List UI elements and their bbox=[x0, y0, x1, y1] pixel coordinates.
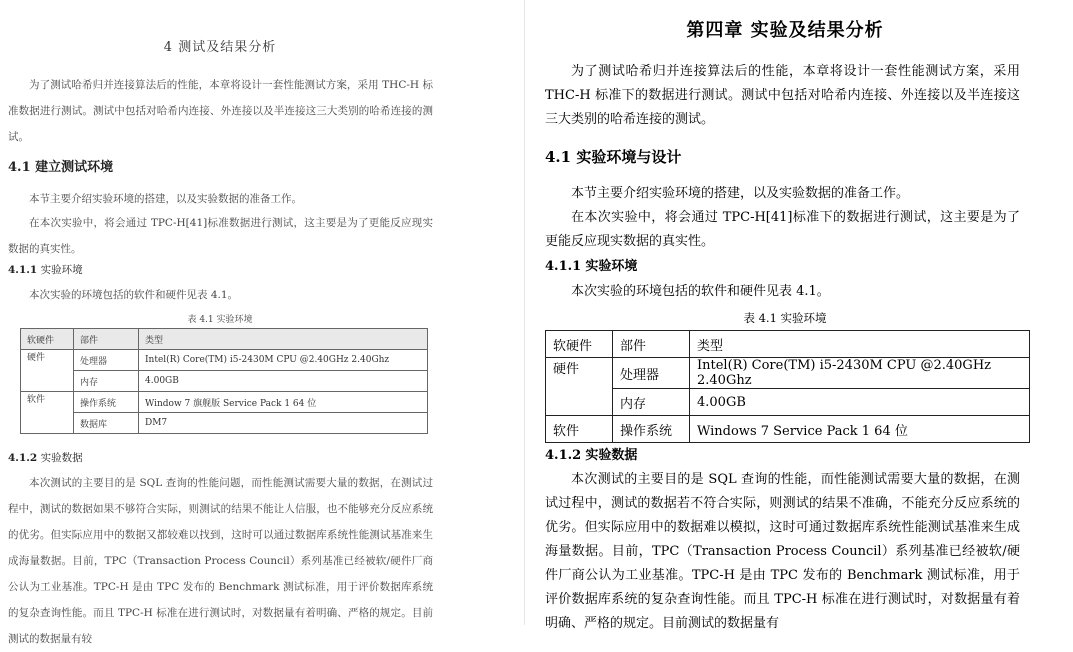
table-row bbox=[21, 392, 428, 413]
table-row bbox=[21, 371, 428, 392]
left-table-caption: 表 4.1 实验环境 bbox=[187, 315, 253, 325]
right-chapter-title: 第四章 实验及结果分析 bbox=[686, 20, 884, 41]
right-table-caption: 表 4.1 实验环境 bbox=[743, 311, 827, 325]
os-type-cell: Window 7 旗舰版 Service Pack 1 64 位 bbox=[139, 392, 428, 413]
left-intro-paragraph: 为了测试哈希归并连接算法后的性能，本章将设计一套性能测试方案，采用 THC-H 标准数据进行测试。测试中包括对哈希内连接、外连接以及半连接这三大类别的哈希连接的测试。 bbox=[8, 79, 433, 143]
hardware-cell: 硬件 bbox=[21, 350, 74, 392]
right-section-4-1-2-number: 4.1.2 bbox=[545, 448, 582, 463]
left-section-4-1-p2: 在本次实验中，将会通过 TPC-H[41]标准数据进行测试，这主要是为了更能反应现实数据的真实性。 bbox=[8, 217, 433, 255]
table-row bbox=[546, 358, 1030, 389]
header-cell: 软硬件 bbox=[546, 331, 613, 358]
right-section-4-1-p2: 在本次实验中，将会通过 TPC-H[41]标准下的数据进行测试，这主要是为了更能反应现实数据的真实性。 bbox=[545, 210, 1020, 249]
cpu-type-cell: Intel(R) Core(TM) i5-2430M CPU @2.40GHz 2.40Ghz bbox=[139, 350, 428, 371]
left-section-4-1-2-title: 实验数据 bbox=[40, 452, 83, 464]
right-section-4-1-2-paragraph: 本次测试的主要目的是 SQL 查询的性能，而性能测试需要大量的数据，在测试过程中，测试的数据若不符合实际，则测试的结果不准确，不能充分反应系统的优劣。但实际应用中的数据难以模拟，这时可通过数据库系统性能测试基准来生成海量数据。目前，TPC（Transaction Process Council）系列基准已经被软/硬件厂商公认为工业基准。TPC-H 是由 TPC 发布的 Benchmark 测试标准，用于评价数据库系统的复杂查询性能。而且 TPC-H 标准在进行测试时，对数据量有着明确、严格的规定。目前测试的数据量有 bbox=[545, 472, 1020, 631]
left-section-4-1-2-paragraph: 本次测试的主要目的是 SQL 查询的性能问题，而性能测试需要大量的数据，在测试过程中，测试的数据如果不够符合实际，则测试的结果不能让人信服，也不能够充分反应系统的优劣。但实际应用中的数据又都较难以找到，这时可以通过数据库系统性能测试基准来生成海量数据。目前，TPC（Transaction Process Council）系列基准已经被软/硬件厂商公认为工业基准。TPC-H 是由 TPC 发布的 Benchmark 测试标准，用于评价数据库系统的复杂查询性能。而且 TPC-H 标准在进行测试时，对数据量有着明确、严格的规定。目前测试的数据量有较 bbox=[8, 477, 433, 645]
right-section-4-1-1-title: 实验环境 bbox=[585, 259, 638, 274]
cpu-part-cell: 处理器 bbox=[74, 350, 139, 371]
db-type-cell: DM7 bbox=[139, 413, 428, 434]
right-section-4-1-heading: 4.1 实验环境与设计 bbox=[545, 148, 682, 166]
left-section-4-1-p1: 本节主要介绍实验环境的搭建，以及实验数据的准备工作。 bbox=[29, 193, 302, 205]
header-cell: 类型 bbox=[139, 329, 428, 350]
left-section-4-1-2-heading bbox=[8, 450, 83, 465]
os-part-cell: 操作系统 bbox=[613, 416, 690, 443]
table-row bbox=[21, 413, 428, 434]
header-cell: 部件 bbox=[613, 331, 690, 358]
memory-part-cell: 内存 bbox=[74, 371, 139, 392]
left-page bbox=[0, 0, 520, 645]
table-header-row bbox=[546, 331, 1030, 358]
right-intro-paragraph: 为了测试哈希归并连接算法后的性能，本章将设计一套性能测试方案，采用 THC-H 标准下的数据进行测试。测试中包括对哈希内连接、外连接以及半连接这三大类别的哈希连接的测试。 bbox=[545, 64, 1020, 127]
right-section-4-1-p1: 本节主要介绍实验环境的搭建，以及实验数据的准备工作。 bbox=[571, 186, 910, 201]
right-section-4-1-1-number: 4.1.1 bbox=[545, 259, 582, 274]
page-divider bbox=[524, 0, 525, 625]
table-row bbox=[546, 389, 1030, 416]
memory-type-cell: 4.00GB bbox=[690, 389, 1030, 416]
left-section-4-1-heading: 4.1 建立测试环境 bbox=[8, 160, 114, 175]
right-section-4-1-1-paragraph: 本次实验的环境包括的软件和硬件见表 4.1。 bbox=[571, 284, 830, 299]
left-section-4-1-1-paragraph: 本次实验的环境包括的软件和硬件见表 4.1。 bbox=[29, 289, 239, 301]
table-header-row bbox=[21, 329, 428, 350]
left-chapter-title: 4 测试及结果分析 bbox=[163, 40, 277, 55]
memory-part-cell: 内存 bbox=[613, 389, 690, 416]
table-row bbox=[21, 350, 428, 371]
cpu-type-cell: Intel(R) Core(TM) i5-2430M CPU @2.40GHz 2.40Ghz bbox=[690, 358, 1030, 389]
memory-type-cell: 4.00GB bbox=[139, 371, 428, 392]
header-cell: 部件 bbox=[74, 329, 139, 350]
left-section-4-1-2-number: 4.1.2 bbox=[8, 452, 38, 464]
os-part-cell: 操作系统 bbox=[74, 392, 139, 413]
left-section-4-1-1-number: 4.1.1 bbox=[8, 264, 38, 276]
right-environment-table bbox=[545, 330, 1030, 443]
right-section-4-1-2-title: 实验数据 bbox=[585, 448, 638, 463]
header-cell: 软硬件 bbox=[21, 329, 74, 350]
os-type-cell: Windows 7 Service Pack 1 64 位 bbox=[690, 416, 1030, 443]
hardware-cell: 硬件 bbox=[546, 358, 613, 416]
left-section-4-1-1-title: 实验环境 bbox=[40, 264, 83, 276]
software-cell: 软件 bbox=[21, 392, 74, 434]
left-section-4-1-1-heading bbox=[8, 262, 83, 277]
cpu-part-cell: 处理器 bbox=[613, 358, 690, 389]
db-part-cell: 数据库 bbox=[74, 413, 139, 434]
software-cell: 软件 bbox=[546, 416, 613, 443]
right-page bbox=[530, 0, 1073, 631]
left-environment-table bbox=[20, 328, 428, 434]
right-section-4-1-1-heading bbox=[545, 255, 637, 274]
right-section-4-1-2-heading bbox=[545, 444, 637, 463]
table-row bbox=[546, 416, 1030, 443]
header-cell: 类型 bbox=[690, 331, 1030, 358]
